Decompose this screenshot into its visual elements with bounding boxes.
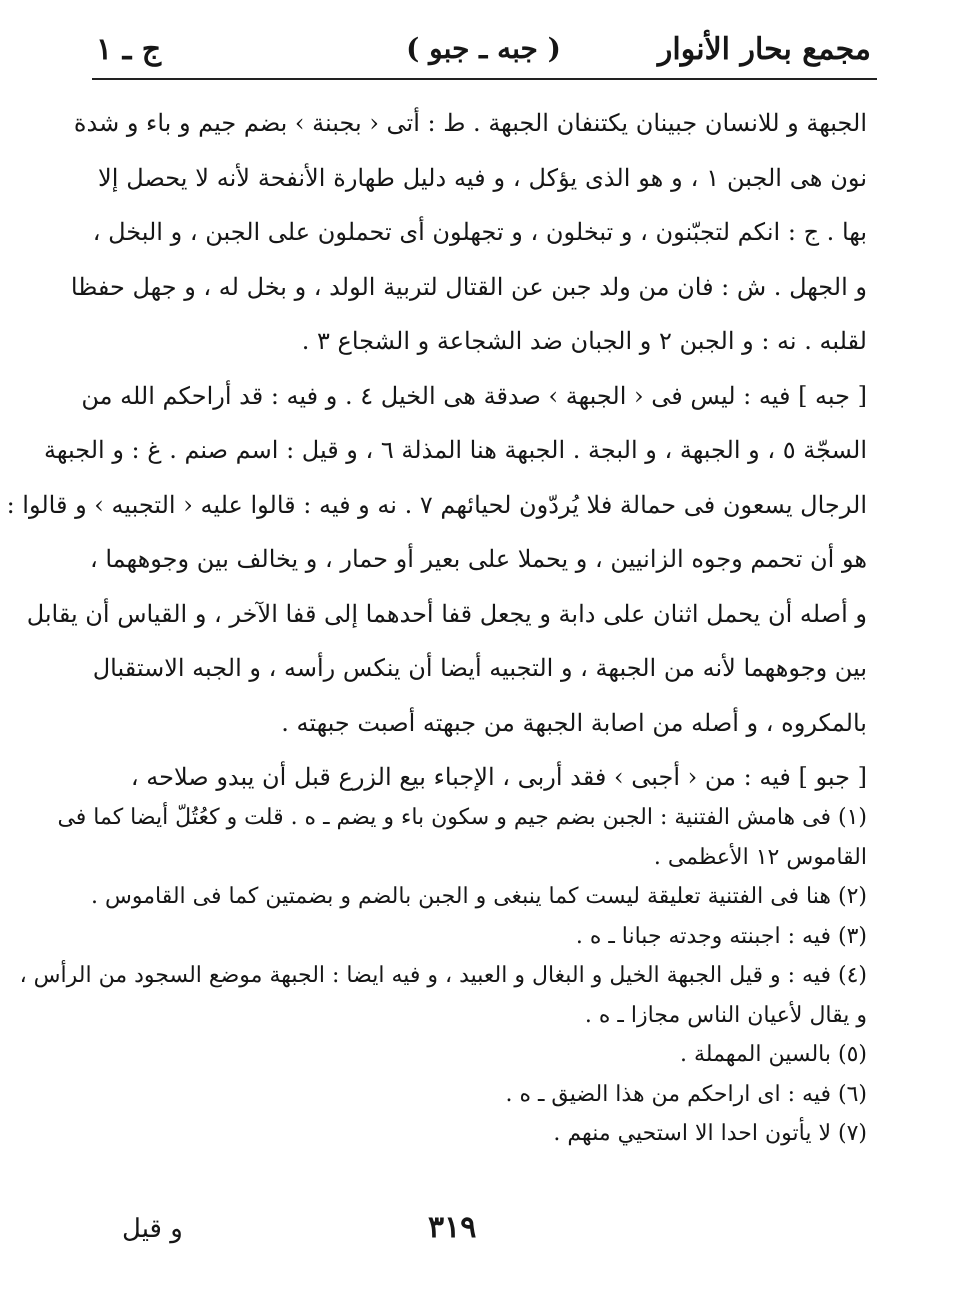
text-line: الجبهة و للانسان جبينان يكتنفان الجبهة . ط : أتى ‹ بجبنة › بضم جيم و باء و شدة bbox=[73, 109, 867, 137]
text-line: بين وجوههما لأنه من الجبهة ، و التجبيه أيضا أن ينكس رأسه ، و الجبه الاستقبال bbox=[92, 654, 867, 682]
text-line: لقلبه . نه : و الجبن ٢ و الجبان ضد الشجاعة و الشجاع ٣ . bbox=[301, 327, 867, 355]
text-line: بالمكروه ، و أصله من اصابة الجبهة من جبهته أصبت جبهته . bbox=[281, 708, 867, 737]
entry-jabh-line: [ جبه ] فيه : ليس فى ‹ الجبهة › صدقة هى الخيل ٤ . و فيه : قد أراحكم الله من bbox=[81, 381, 867, 410]
footnote-7: (٧) لا يأتون احدا الا استحيي منهم . bbox=[553, 1121, 867, 1146]
footnotes bbox=[19, 798, 867, 1154]
text-line: السجّة ٥ ، و الجبهة ، و البجة . الجبهة هنا المذلة ٦ ، و قيل : اسم صنم . غ : و الجبهة bbox=[44, 436, 867, 464]
text-line: الرجال يسعون فى حمالة فلا يُردّون لحيائهم ٧ . نه و فيه : قالوا عليه ‹ التجبيه › و قالوا : bbox=[6, 490, 867, 519]
footnote-4: (٤) فيه : و قيل الجبهة الخيل و البغال و العبيد ، و فيه ايضا : الجبهة موضع السجود من الرأس ، bbox=[19, 963, 867, 988]
footnote-3: (٣) فيه : اجبنته وجدته جبانا ـ ه . bbox=[575, 923, 867, 949]
text-line: بها . ج : انكم لتجبّنون ، و تبخلون ، و تجهلون أى تحملون على الجبن ، و البخل ، bbox=[92, 218, 867, 246]
text-line: و الجهل . ش : فان من ولد جبن عن القتال لتربية الولد ، و بخل له ، و جهل حفظا bbox=[70, 272, 867, 301]
book-title: مجمع بحار الأنوار bbox=[657, 32, 871, 67]
footnote-5: (٥) بالسين المهملة . bbox=[680, 1042, 867, 1067]
footnote-2: (٢) هنا فى الفتنية تعليقة ليست كما ينبغى و الجبن بالضم و بضمتين كما فى القاموس . bbox=[91, 884, 867, 909]
footnote-1: (١) فى هامش الفتنية : الجبن بضم جيم و سكون باء و يضم ـ ه . قلت و كعُتُلّ أيضا كما فى bbox=[57, 805, 867, 830]
volume-label: ج ـ ١ bbox=[96, 32, 162, 67]
main-text bbox=[6, 96, 868, 805]
footnote-6: (٦) فيه : اى اراحكم من هذا الضيق ـ ه . bbox=[505, 1081, 867, 1107]
entry-range: ( جبه ـ جبو ) bbox=[406, 32, 561, 65]
footnote-4-cont: و يقال لأعيان الناس مجازا ـ ه . bbox=[584, 1002, 867, 1028]
text-line: هو أن تحمم وجوه الزانيين ، و يحملا على بعير أو حمار ، و يخالف بين وجوههما ، bbox=[89, 545, 867, 573]
text-line: نون هى الجبن ١ ، و هو الذى يؤكل ، و فيه دليل طهارة الأنفحة لأنه لا يحصل إلا bbox=[98, 163, 868, 192]
page-number: ٣١٩ bbox=[428, 1210, 477, 1245]
entry-jabw-line: [ جبو ] فيه : من ‹ أجبى › فقد أربى ، الإجباء بيع الزرع قبل أن يبدو صلاحه ، bbox=[130, 763, 867, 791]
footnote-1-cont: القاموس ١٢ الأعظمى . bbox=[653, 844, 867, 870]
header-rule bbox=[92, 78, 877, 80]
text-line: و أصله أن يحمل اثنان على دابة و يجعل قفا أحدهما إلى قفا الآخر ، و القياس أن يقابل bbox=[26, 599, 867, 628]
catchword: و قيل bbox=[122, 1214, 183, 1244]
running-header bbox=[96, 20, 871, 76]
